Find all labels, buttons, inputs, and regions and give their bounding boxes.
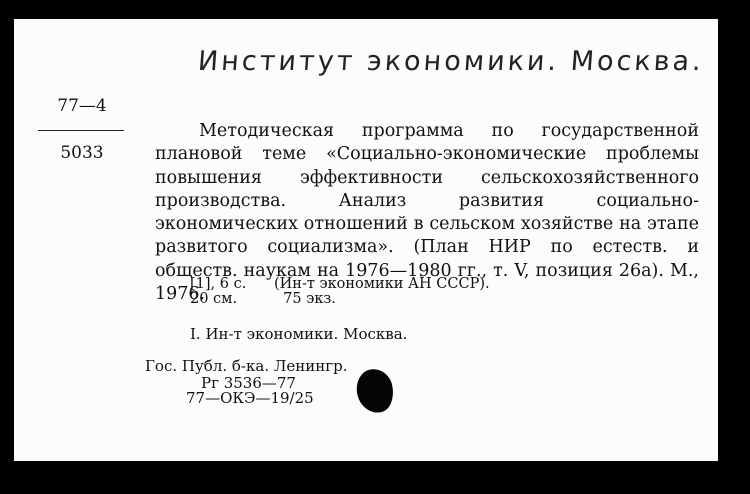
call-number-bottom: 5033 [60,143,104,163]
order-code: 77—ОКЭ—19/25 [186,389,314,407]
library-name: Гос. Публ. б-ка. Ленингр. [145,357,348,375]
pages-line: [1], 6 с. (Ин-т экономики АН СССР). [190,276,490,292]
added-entry: I. Ин-т экономики. Москва. [190,325,408,343]
call-number-divider [38,130,124,131]
bibliographic-description: Методическая программа по государственной плановой теме «Социально-экономические проблемы повышения эффективности сельскохозяйственного производства. Анализ развития социально-экономических отношений в сельском хозяйстве на этапе развитого социализма». (План НИР по естеств. и обществ. наукам на 1976—1980 гг., т. V, позиция 26а). М., 1976. [155,121,699,305]
call-number-top: 77—4 [57,96,107,116]
size-line: 20 см. 75 экз. [190,291,336,307]
handwritten-note: Институт экономики. Москва. [196,46,705,77]
record-number: Рг 3536—77 [201,374,296,392]
